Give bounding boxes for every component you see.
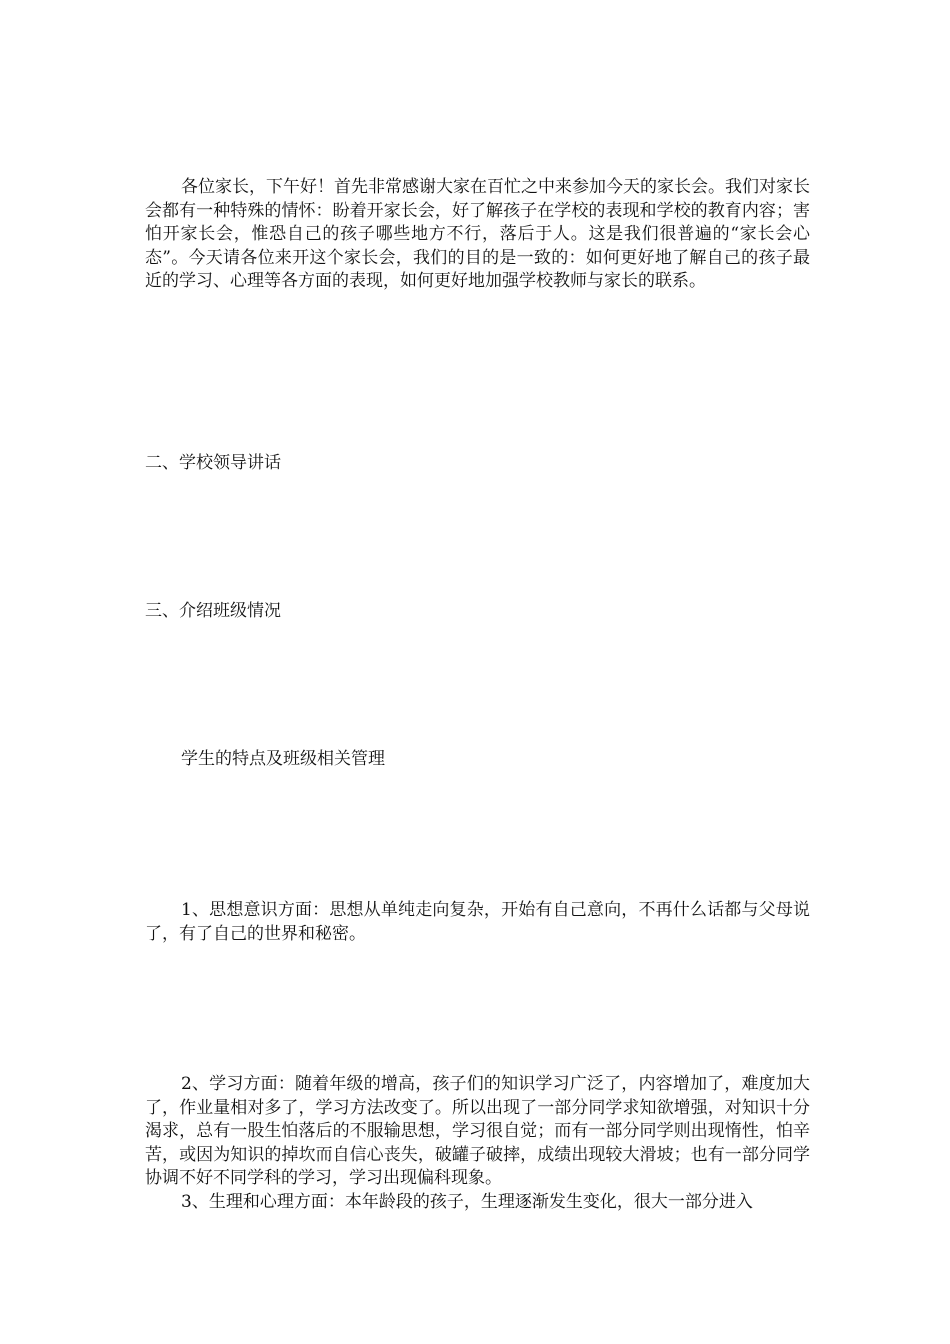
point-2-study: 2、学习方面：随着年级的增高，孩子们的知识学习广泛了，内容增加了，难度加大了，作业量相对多了，学习方法改变了。所以出现了一部分同学求知欲增强，对知识十分渴求，总有一股生怕落后的不服输思想，学习很自觉；而有一部分同学则出现惰性，怕辛苦，或因为知识的掉坎而自信心丧失，破罐子破摔，成绩出现较大滑坡；也有一部分同学协调不好不同学科的学习，学习出现偏科现象。 <box>145 1074 810 1188</box>
point-1-ideology: 1、思想意识方面：思想从单纯走向复杂，开始有自己意向，不再什么话都与父母说了，有了自己的世界和秘密。 <box>145 900 810 944</box>
intro-paragraph: 各位家长，下午好！首先非常感谢大家在百忙之中来参加今天的家长会。我们对家长会都有一种特殊的情怀：盼着开家长会，好了解孩子在学校的表现和学校的教育内容；害怕开家长会，惟恐自己的孩子哪些地方不行，落后于人。这是我们很普遍的“家长会心态”。今天请各位来开这个家长会，我们的目的是一致的：如何更好地了解自己的孩子最近的学习、心理等各方面的表现，如何更好地加强学校教师与家长的联系。 <box>145 177 810 291</box>
sub-heading-student-characteristics: 学生的特点及班级相关管理 <box>181 749 385 769</box>
section-heading-school-leader-speech: 二、学校领导讲话 <box>145 453 281 473</box>
section-heading-class-introduction: 三、介绍班级情况 <box>145 601 281 621</box>
point-3-physiology-psychology: 3、生理和心理方面：本年龄段的孩子，生理逐渐发生变化，很大一部分进入 <box>181 1192 753 1212</box>
